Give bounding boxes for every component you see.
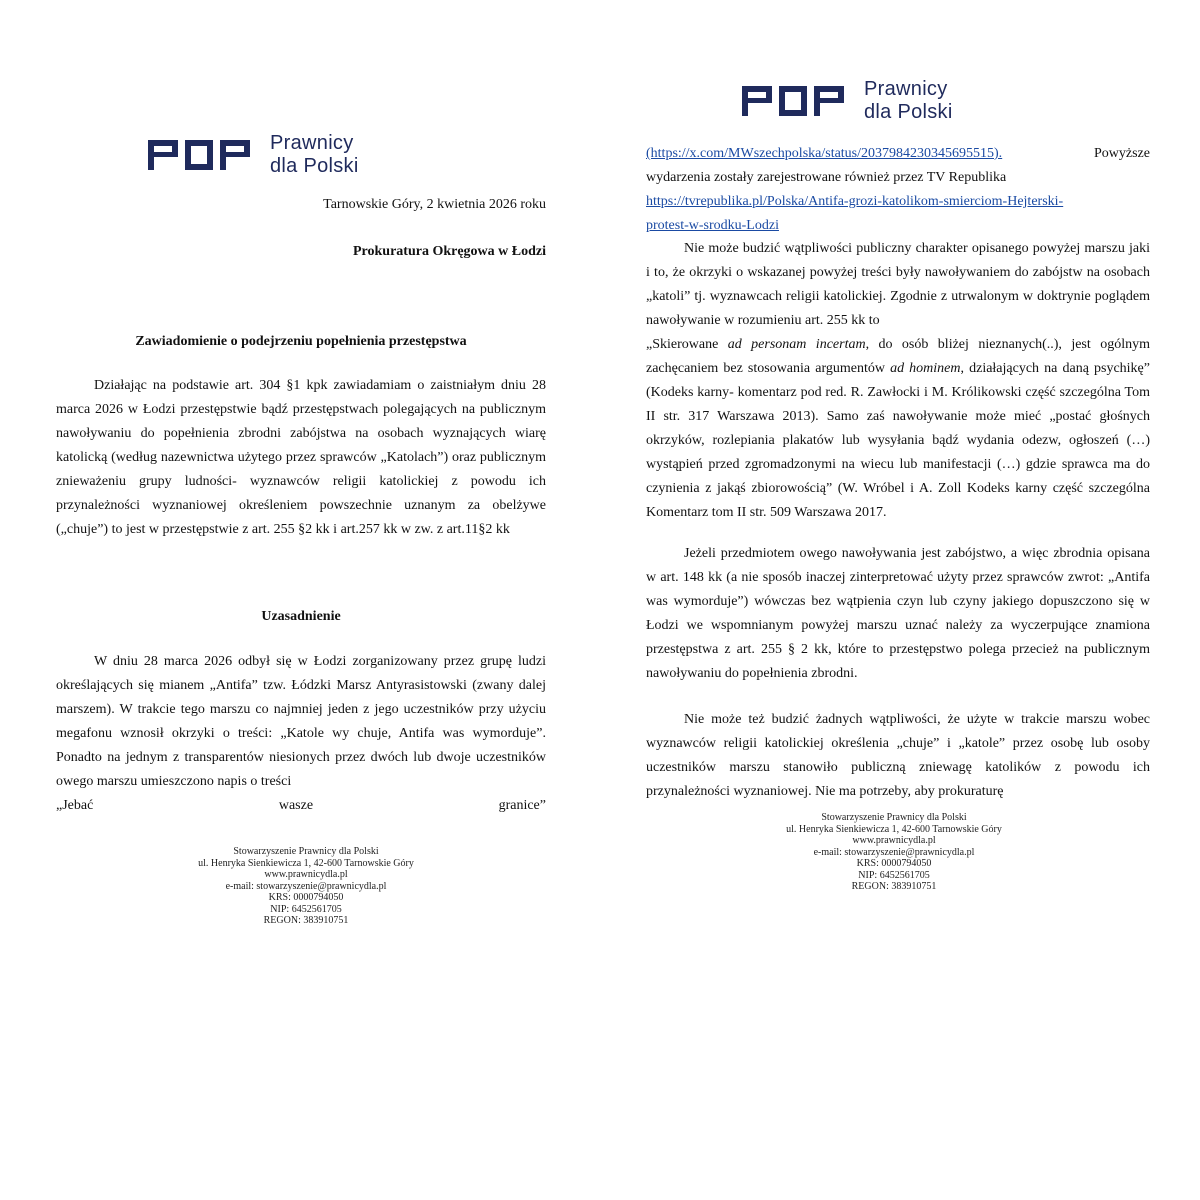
- quote-start: „Skierowane: [646, 337, 728, 352]
- logo-wordmark: [864, 78, 953, 124]
- link-line-suffix: Powyższe: [1094, 146, 1150, 161]
- footer-www: www.prawnicydla.pl: [264, 869, 348, 880]
- paragraph-murder: Jeżeli przedmiotem owego nawoływania jest zabójstwo, a więc zbrodnia opisana w art. 148 kk (a nie sposób inaczej zinterpretować użyty przez sprawców zwrot: „Antifa was wymorduje”) wówczas bez wątpienia czyn lub czyny jakiego dopuszczono się w Łodzi we wspomnianym powyżej marszu uznać należy za wyczerpujące znamiona przestępstwa z art. 255 § 2 kk, które to przestępstwo polega przecież na publicznym nawoływaniu do popełnienia zbrodni.: [646, 546, 1150, 681]
- paragraph-notice: Działając na podstawie art. 304 §1 kpk zawiadamiam o zaistniałym dniu 28 marca 2026 w Łodzi przestępstwie bądź przestępstwach polegających na publicznym nawoływaniu do popełnienia zbrodni zabójstwa na osobach wyznających wiarę katolicką (według nazewnictwa użytego przez sprawców „Katolach”) oraz publicznym znieważeniu grupy ludności- wyznawców religii katolickiej z powodu ich przynależności wyznaniowej określeniem powszechnie uznanym za obelżywe („chuje”) to jest w przestępstwie z art. 255 §2 kk i art.257 kk w zw. z art.11§2 kk: [56, 378, 546, 537]
- footer-regon: REGON: 383910751: [263, 915, 349, 926]
- link-line: [646, 142, 1150, 166]
- footer-address: ul. Henryka Sienkiewicza 1, 42-600 Tarnowskie Góry: [198, 857, 414, 869]
- pdp-logo: [742, 78, 953, 124]
- source-link-tvrepublika-cont[interactable]: protest-w-srodku-Lodzi: [646, 218, 779, 233]
- paragraph-public-character: [646, 237, 1150, 333]
- footer-org: Stowarzyszenie Prawnicy dla Polski: [821, 812, 967, 823]
- letter-footer: [156, 846, 456, 927]
- tv-link-block: [646, 190, 1150, 238]
- latin-term-2: ad hominem: [890, 361, 961, 376]
- latin-term: ad personam incertam: [727, 337, 866, 352]
- logo-line-1: Prawnicy: [864, 78, 948, 100]
- letter-page-2: [600, 0, 1200, 1200]
- paragraph-doctrine: [646, 333, 1150, 525]
- recipient: Prokuratura Okręgowa w Łodzi: [352, 244, 546, 259]
- paragraph-insult: Nie może też budzić żadnych wątpliwości, że użyte w trakcie marszu wobec wyznawców religii katolickiej określenia „chuje” i „katole” przez osobę lub osoby uczestników marszu stanowiło publiczną zniewagę katolików z powodu ich przynależności wyznaniowej. Nie ma potrzeby, aby prokuraturę: [646, 712, 1150, 799]
- section-title: Uzasadnienie: [261, 609, 341, 624]
- footer-krs: KRS: 0000794050: [856, 858, 932, 869]
- paragraph-public-character-text: Nie może budzić wątpliwości publiczny charakter opisanego powyżej marszu jaki i to, że okrzyki o wskazanej powyżej treści były nawoływaniem do zabójstw na osobach „katoli” tj. wyznawcach religii katolickiej. Zgodnie z utrwalonym w doktrynie poglądem nawoływanie w rozumieniu art. 255 kk to: [646, 241, 1150, 328]
- letter-title: Zawiadomienie o podejrzeniu popełnienia przestępstwa: [135, 334, 467, 349]
- quote-middle: , do osób bliżej nieznanych(..), jest ogólnym zachęcaniem bez stosowania argumentów: [646, 337, 1150, 376]
- source-link-tvrepublika[interactable]: https://tvrepublika.pl/Polska/Antifa-grozi-katolikom-smierciom-Hejterski-: [646, 194, 1064, 209]
- footer-org: Stowarzyszenie Prawnicy dla Polski: [233, 846, 379, 857]
- logo-wordmark: [270, 132, 359, 178]
- footer-nip: NIP: 6452561705: [270, 903, 342, 915]
- paragraph-justification: W dniu 28 marca 2026 odbył się w Łodzi zorganizowany przez grupę ludzi określających się mianem „Antifa” tzw. Łódzki Marsz Antyrasistowski (zwany dalej marszem). W trakcie tego marszu co najmniej jeden z jego uczestników przy użyciu megafonu wznosił okrzyki o treści: „Katole wy chuje, Antifa was wymorduje”. Ponadto na jednym z transparentów niesionych przez dwóch lub dwoje uczestników owego marszu umieszczono napis o treści: [56, 654, 546, 789]
- registration-line: wydarzenia zostały zarejestrowane również przez TV Republika: [646, 170, 1007, 185]
- footer-www: www.prawnicydla.pl: [852, 835, 936, 846]
- pdp-logo-mark-icon: [742, 84, 850, 118]
- pdp-logo-mark-icon: [148, 138, 256, 172]
- footer-nip: NIP: 6452561705: [858, 869, 930, 881]
- pdp-logo: [148, 132, 359, 178]
- logo-line-2: dla Polski: [270, 155, 359, 177]
- letter-footer: [744, 812, 1044, 893]
- logo-line-2: dla Polski: [864, 101, 953, 123]
- logo-line-1: Prawnicy: [270, 132, 354, 154]
- source-link-x[interactable]: (https://x.com/MWszechpolska/status/2037984230345695515).: [646, 146, 1003, 161]
- quote-end: , działających na daną psychikę” (Kodeks karny- komentarz pod red. R. Zawłocki i M. Królikowski część szczególna Tom II str. 317 Warszawa 2013). Samo zaś nawoływanie może mieć „postać głośnych okrzyków, rozlepiania plakatów lub wysyłania bądź wydania odezw, ogłoszeń (…) wystąpień przed zgromadzonymi na wiecu lub manifestacji (…) gdzie sprawca ma do czynienia z jakąś zbiorowością” (W. Wróbel i A. Zoll Kodeks karny część szczególna Komentarz tom II str. 509 Warszawa 2017.: [646, 361, 1150, 520]
- footer-krs: KRS: 0000794050: [268, 892, 344, 903]
- footer-email: e-mail: stowarzyszenie@prawnicydla.pl: [813, 846, 975, 858]
- footer-address: ul. Henryka Sienkiewicza 1, 42-600 Tarnowskie Góry: [786, 823, 1002, 835]
- paragraph-justification-end: „Jebać wasze granice”: [56, 798, 546, 813]
- place-date: Tarnowskie Góry, 2 kwietnia 2026 roku: [323, 197, 546, 212]
- footer-regon: REGON: 383910751: [851, 881, 937, 892]
- footer-email: e-mail: stowarzyszenie@prawnicydla.pl: [225, 880, 387, 892]
